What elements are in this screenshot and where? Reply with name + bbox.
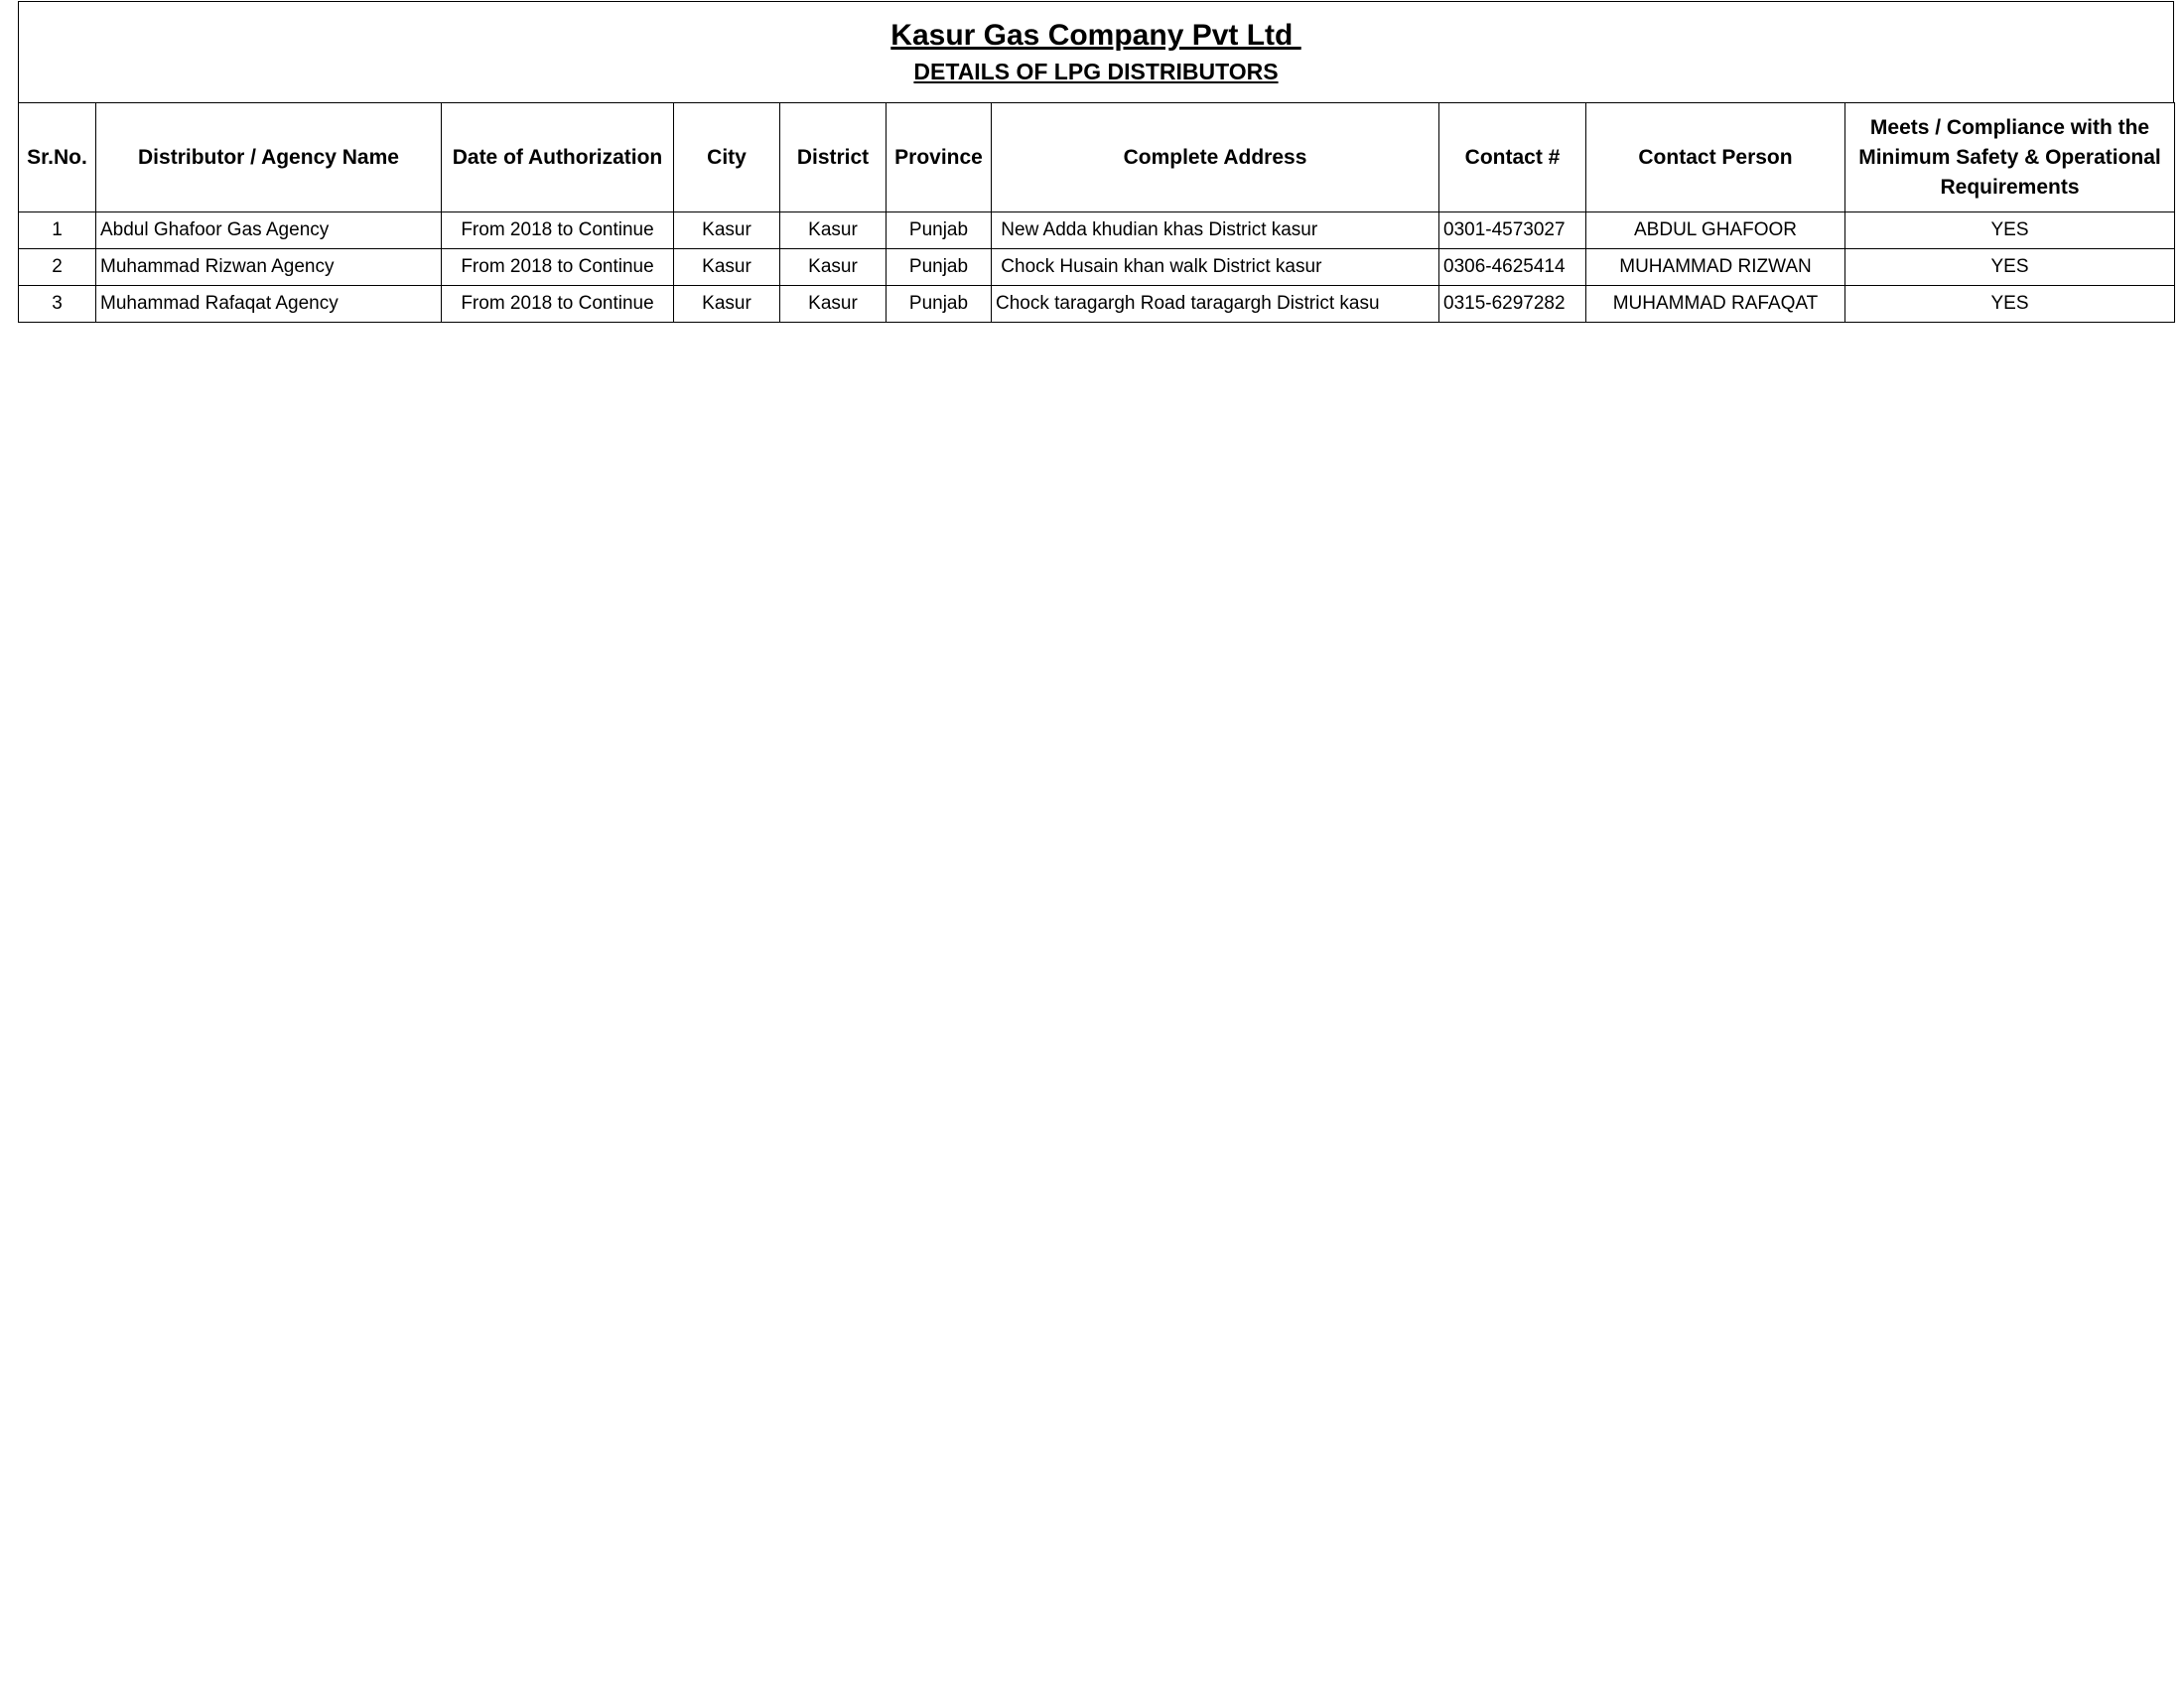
header-date-of-authorization: Date of Authorization [442, 103, 674, 212]
header-contact-number: Contact # [1439, 103, 1586, 212]
cell-contact-person: ABDUL GHAFOOR [1586, 212, 1845, 249]
cell-distributor-name: Abdul Ghafoor Gas Agency [96, 212, 442, 249]
header-contact-person: Contact Person [1586, 103, 1845, 212]
document-subtitle: DETAILS OF LPG DISTRIBUTORS [913, 59, 1279, 84]
cell-compliance: YES [1845, 286, 2175, 323]
cell-city: Kasur [674, 286, 780, 323]
cell-district: Kasur [780, 212, 887, 249]
cell-contact: 0315-6297282 [1439, 286, 1586, 323]
cell-province: Punjab [887, 212, 992, 249]
cell-contact-person: MUHAMMAD RAFAQAT [1586, 286, 1845, 323]
cell-city: Kasur [674, 212, 780, 249]
cell-compliance: YES [1845, 249, 2175, 286]
table-row [19, 212, 2175, 249]
cell-compliance: YES [1845, 212, 2175, 249]
distributors-table [18, 102, 2175, 323]
cell-district: Kasur [780, 249, 887, 286]
cell-province: Punjab [887, 286, 992, 323]
cell-date: From 2018 to Continue [442, 249, 674, 286]
cell-sr-no: 3 [19, 286, 96, 323]
cell-province: Punjab [887, 249, 992, 286]
cell-distributor-name: Muhammad Rafaqat Agency [96, 286, 442, 323]
cell-contact: 0301-4573027 [1439, 212, 1586, 249]
cell-date: From 2018 to Continue [442, 212, 674, 249]
table-row [19, 286, 2175, 323]
header-distributor-name: Distributor / Agency Name [96, 103, 442, 212]
header-city: City [674, 103, 780, 212]
header-complete-address: Complete Address [992, 103, 1439, 212]
cell-date: From 2018 to Continue [442, 286, 674, 323]
header-sr-no: Sr.No. [19, 103, 96, 212]
distributor-sheet [18, 1, 2174, 323]
cell-sr-no: 2 [19, 249, 96, 286]
cell-distributor-name: Muhammad Rizwan Agency [96, 249, 442, 286]
header-row [19, 103, 2175, 212]
cell-district: Kasur [780, 286, 887, 323]
header-district: District [780, 103, 887, 212]
cell-address: Chock Husain khan walk District kasur [992, 249, 1439, 286]
table-row [19, 249, 2175, 286]
company-title: Kasur Gas Company Pvt Ltd [890, 19, 1301, 52]
header-compliance: Meets / Compliance with the Minimum Safety & Operational Requirements [1845, 103, 2175, 212]
cell-address: Chock taragargh Road taragargh District kasu [992, 286, 1439, 323]
cell-sr-no: 1 [19, 212, 96, 249]
cell-contact: 0306-4625414 [1439, 249, 1586, 286]
cell-address: New Adda khudian khas District kasur [992, 212, 1439, 249]
cell-contact-person: MUHAMMAD RIZWAN [1586, 249, 1845, 286]
cell-city: Kasur [674, 249, 780, 286]
title-block [18, 1, 2174, 102]
header-province: Province [887, 103, 992, 212]
